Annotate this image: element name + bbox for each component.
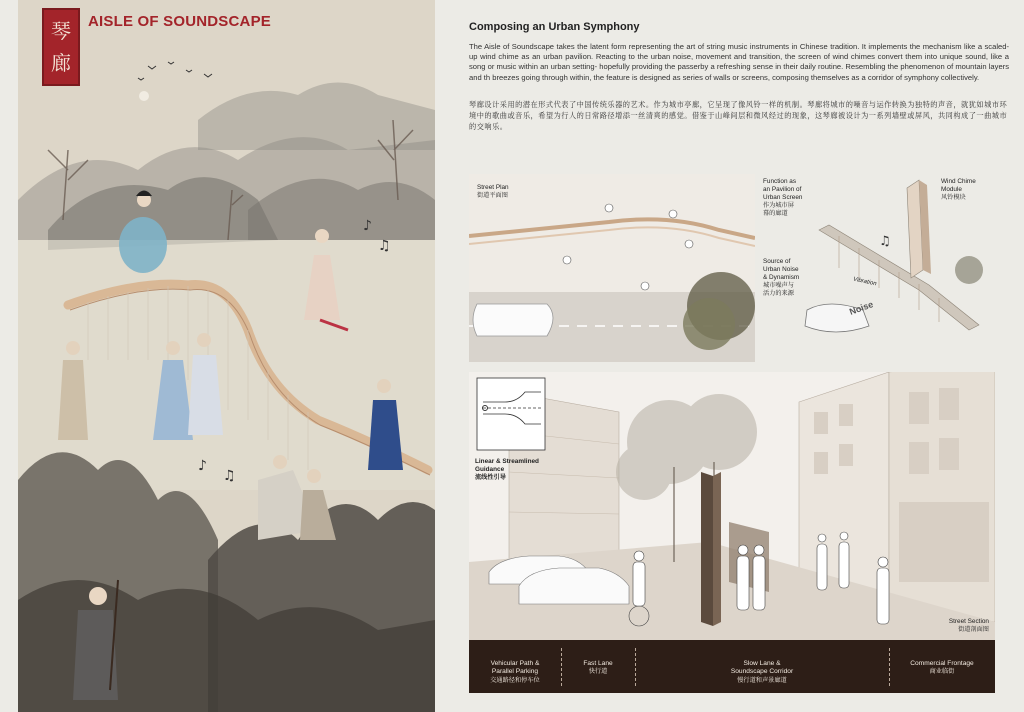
description-english: The Aisle of Soundscape takes the latent form representing the art of string music instruments in Chinese tradition. It implements the mechanism like a scaled-up wind chime as an urban pavilion. Reacting to the urban noise, movement and transition, the screen of wind chimes convert them into unique sound, like a song or music within an urban setting- hopefully providing the passerby a refreshing sense in their daily routine. Resembling the phenomenon of mountain layers and th breezes going through within, the feature is designed as series of walls or screens, composing themselves as a corridor of symphony collectively. — [469, 42, 1009, 82]
street-section-graphic — [469, 372, 995, 640]
poster-title: AISLE OF SOUNDSCAPE — [88, 13, 271, 30]
zone-fast-lane-en: Fast Lane — [583, 660, 613, 667]
function-label-zh1: 作为城市屏 — [763, 202, 794, 209]
section-label-zh: 街道剖面图 — [958, 626, 989, 633]
source-label-line2: Urban Noise — [763, 266, 799, 273]
guidance-label-line1: Linear & Streamlined — [475, 458, 539, 465]
source-label-zh1: 城市噪声与 — [763, 282, 794, 289]
svg-text:♪: ♪ — [363, 218, 372, 234]
svg-text:♪: ♪ — [198, 458, 207, 474]
description-panel — [455, 0, 1015, 712]
zone-commercial — [889, 660, 995, 677]
noise-label: Noise — [848, 299, 875, 317]
guidance-label — [475, 458, 539, 482]
zone-fast-lane — [561, 660, 635, 677]
module-label-line2: Module — [941, 186, 962, 193]
seal-char-1: 琴 — [51, 19, 71, 43]
svg-text:♫: ♫ — [223, 468, 236, 484]
zone-commercial-en: Commercial Frontage — [910, 660, 974, 667]
source-label-zh2: 活力的来源 — [763, 290, 794, 297]
function-label-zh2: 幕的廊道 — [763, 210, 788, 217]
zone-slow-lane — [635, 660, 889, 685]
function-label-line2: an Pavilion of — [763, 186, 802, 193]
zone-vehicular-zh: 交通路径和停车位 — [490, 676, 540, 684]
zone-bar — [469, 640, 995, 693]
street-plan-graphic — [469, 174, 755, 362]
section-label-en: Street Section — [948, 618, 989, 625]
zone-vehicular-line1: Vehicular Path & — [490, 660, 540, 667]
function-label — [763, 178, 802, 218]
module-label-line1: Wind Chime — [941, 178, 976, 185]
plan-label — [477, 184, 509, 200]
zone-slow-lane-line1: Slow Lane & — [743, 660, 781, 667]
street-section-drawing — [469, 372, 995, 640]
zone-vehicular — [469, 660, 561, 685]
plan-label-en: Street Plan — [477, 184, 509, 191]
guidance-label-zh: 流线性引导 — [475, 474, 506, 481]
vibration-label: Vibration — [852, 276, 877, 288]
source-label — [763, 258, 799, 298]
zone-slow-lane-line2: Soundscape Corridor — [730, 668, 794, 676]
source-label-line1: Source of — [763, 258, 791, 265]
function-label-line1: Function as — [763, 178, 797, 185]
poster-illustration — [18, 0, 435, 712]
source-label-line3: & Dynamism — [763, 274, 800, 281]
section-heading: Composing an Urban Symphony — [469, 21, 640, 33]
plan-label-zh: 街道平面图 — [477, 192, 508, 199]
axonometric-diagram — [759, 170, 1015, 362]
street-plan-drawing — [469, 174, 755, 362]
module-label — [941, 178, 976, 202]
svg-text:♫: ♫ — [378, 238, 391, 254]
svg-text:♫: ♫ — [879, 234, 891, 249]
zone-fast-lane-zh: 快行道 — [588, 668, 608, 676]
guidance-label-line2: Guidance — [475, 466, 505, 473]
section-label — [949, 618, 989, 634]
function-label-line3: Urban Screen — [763, 194, 803, 201]
seal-stamp — [42, 8, 80, 86]
zone-vehicular-line2: Parallel Parking — [491, 668, 539, 676]
description-chinese: 琴廊设计采用的潜在形式代表了中国传统乐器的艺术。作为城市亭廊，它呈现了像风铃一样的机制。琴廊将城市的噪音与运作转换为独特的声音，就犹如城市环境中的歌曲或音乐，希望为行人的日常路径增添一丝清爽的感觉。借鉴于山峰间层和微风经过的现象，这琴廊被设计为一系列墙壁或屏风，共同构成了一曲城市的交响乐。 — [469, 100, 1008, 131]
module-label-zh: 风铃模块 — [941, 194, 966, 201]
seal-char-2: 廊 — [51, 51, 71, 75]
zone-slow-lane-zh: 慢行道和声景廊道 — [737, 676, 787, 684]
zone-commercial-zh: 商业临街 — [929, 668, 955, 676]
landscape-painting — [18, 0, 435, 712]
